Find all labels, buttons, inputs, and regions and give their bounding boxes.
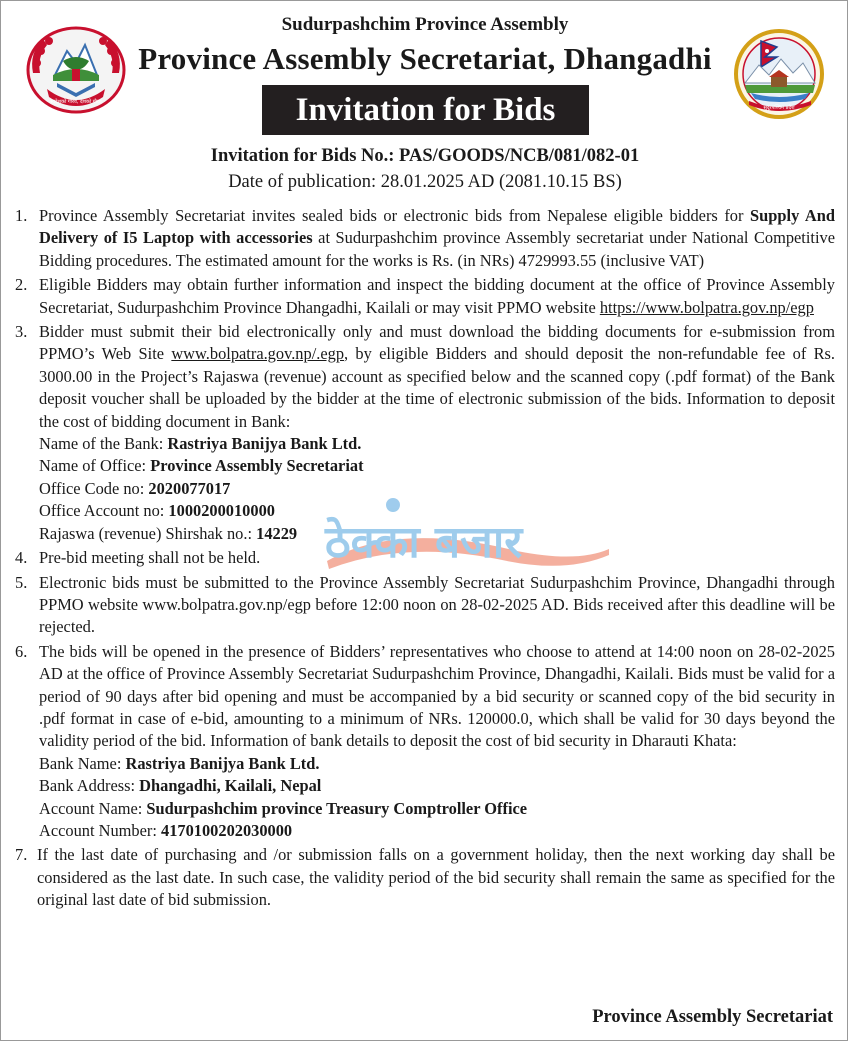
detail-label: Office Account no: [39, 501, 169, 521]
office-account-line [39, 500, 835, 522]
list-item [15, 547, 835, 569]
item-number: 1. [15, 206, 28, 225]
detail-value: 14229 [256, 523, 298, 543]
list-item [15, 274, 835, 319]
item-text: Pre-bid meeting shall not be held. [39, 548, 261, 568]
left-emblem-motto: स्वदेशको गौरव, देशको गौरव [50, 99, 102, 105]
item-text [39, 274, 835, 319]
item-number: 7. [15, 845, 28, 865]
item-text-part: The bids will be opened in the presence of Bidders’ representatives who choose to attend at 14:00 noon on 28-02-2025 AD at the office of Province Assembly Secretariat Sudurpashchim Province, Dhangadhi, Kailali. Bids must be valid for a period of 90 days after bid opening and must be accompanied by a bid security or scanned copy of the bid security in .pdf format in case of e-bid, amounting to a minimum of NRs. 120000.0, which shall be valid for 30 days beyond the validity period of the bid. Information of bank details to deposit the cost of bid security in Dharauti Khata: [39, 641, 835, 751]
list-item [15, 844, 835, 911]
detail-value: Rastriya Banijya Bank Ltd. [167, 434, 362, 454]
item-text-part: Bidder must submit their bid electronically only and must download the bidding documents for e-submission from PPMO’s Web Site [39, 322, 835, 364]
detail-value: Sudurpashchim province Treasury Comptroller Office [146, 798, 528, 818]
list-item [15, 205, 835, 272]
rajaswa-line [39, 523, 835, 545]
item-text-part: , by eligible Bidders and should deposit the non-refundable fee of Rs. 3000.00 in the Project’s Rajaswa (revenue) account as specified below and the scanned copy (.pdf format) of the Bank deposit voucher shall be uploaded by the bidder at the time of electronic submission of the bids. Information to deposit the cost of bidding document in Bank: [39, 344, 835, 431]
bank-name-line [39, 753, 835, 775]
bid-number: Invitation for Bids No.: PAS/GOODS/NCB/081/082-01 [210, 146, 640, 166]
detail-label: Name of Office: [39, 456, 151, 476]
item-highlight: Supply And Delivery of I5 Laptop with accessories [39, 206, 835, 248]
office-name-line [39, 455, 835, 477]
item-number: 2. [15, 275, 28, 295]
item-text [39, 321, 835, 545]
item-text: Electronic bids must be submitted to the Province Assembly Secretariat Sudurpashchim Province, Dhangadhi through PPMO website www.bolpatra.gov.np/egp before 12:00 noon on 28-02-2025 AD. Bids received after this deadline will be rejected. [39, 572, 835, 637]
item-number: 4. [15, 548, 28, 568]
office-code-line [39, 478, 835, 500]
detail-label: Name of the Bank: [39, 434, 168, 454]
invitation-title: Invitation for Bids [262, 85, 589, 135]
detail-value: Dhangadhi, Kailali, Nepal [139, 776, 322, 796]
detail-label: Office Code no: [39, 478, 149, 498]
document-body [15, 205, 835, 914]
item-text [39, 205, 835, 272]
detail-value: 2020077017 [148, 478, 231, 498]
item-text-part: at Sudurpashchim province Assembly secretariat under National Competitive Bidding procedures. The estimated amount for the works is Rs. (in NRs) 4729993.55 (inclusive VAT) [39, 228, 835, 270]
document-header [1, 1, 848, 141]
bank-address-line [39, 775, 835, 797]
province-logo-emblem [731, 27, 827, 121]
list-item [15, 572, 835, 639]
item-text [39, 641, 835, 843]
publication-date: Date of publication: 28.01.2025 AD (2081.10.15 BS) [228, 172, 622, 192]
detail-value: 4170100202030000 [161, 820, 293, 840]
detail-label: Account Name: [39, 798, 147, 818]
assembly-name: Sudurpashchim Province Assembly [281, 14, 569, 35]
item-number: 5. [15, 572, 28, 592]
detail-value: 1000200010000 [168, 501, 275, 521]
detail-label: Bank Address: [39, 776, 140, 796]
item-text-part: Eligible Bidders may obtain further information and inspect the bidding document at the office of Province Assembly Secretariat, Sudurpashchim Province Dhangadhi, Kailali or may visit PPMO website [39, 275, 835, 317]
detail-label: Bank Name: [39, 753, 126, 773]
item-text: If the last date of purchasing and /or submission falls on a government holiday, then the next working day shall be considered as the last date. In such case, the validity period of the bid security shall remain the same as specified for the original last date of bid submission. [37, 845, 835, 910]
signature-block: Province Assembly Secretariat [592, 1007, 833, 1027]
ppmo-website-link[interactable]: www.bolpatra.gov.np/.egp [171, 344, 345, 364]
bank-name-line [39, 433, 835, 455]
account-name-line [39, 798, 835, 820]
item-number: 6. [15, 641, 28, 661]
detail-value: Rastriya Banijya Bank Ltd. [125, 753, 320, 773]
detail-value: Province Assembly Secretariat [150, 456, 364, 476]
watermark-text: ठेक्का बजार [325, 517, 523, 568]
right-emblem-caption: सुदूरपश्चिम प्रदेश [763, 105, 795, 111]
item-number: 3. [15, 322, 28, 342]
item-text-part: Province Assembly Secretariat invites sealed bids or electronic bids from Nepalese eligible bidders for [39, 206, 751, 225]
detail-label: Account Number: [39, 820, 161, 840]
list-item [15, 321, 835, 545]
ppmo-website-link[interactable]: https://www.bolpatra.gov.np/egp [599, 297, 814, 317]
detail-label: Rajaswa (revenue) Shirshak no.: [39, 523, 257, 543]
account-number-line [39, 820, 835, 842]
secretariat-name: Province Assembly Secretariat, Dhangadhi [138, 41, 712, 76]
list-item [15, 641, 835, 843]
